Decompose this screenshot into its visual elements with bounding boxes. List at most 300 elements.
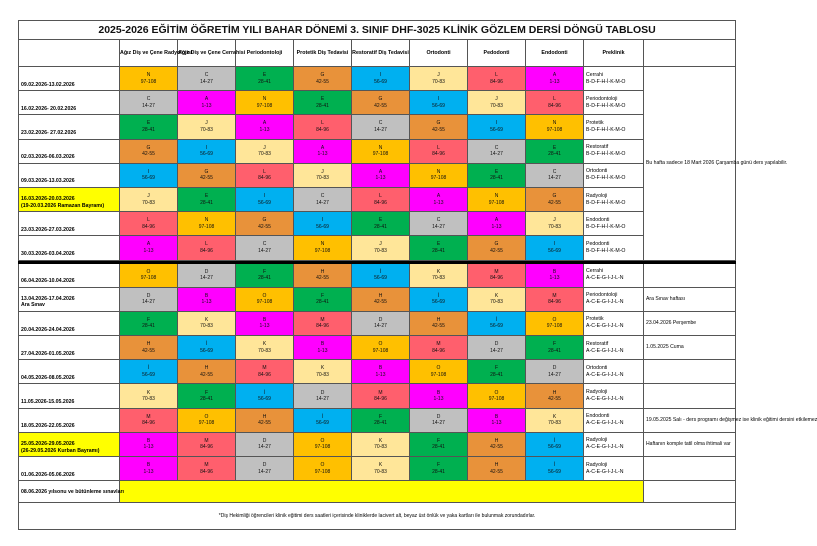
group-letter: A (436, 193, 441, 200)
preclinic-cell (584, 336, 644, 360)
student-range: 28-41 (490, 371, 503, 378)
group-cell (468, 263, 526, 287)
group-letter: O (320, 462, 325, 469)
student-range: 42-55 (142, 347, 155, 354)
group-cell (526, 311, 584, 335)
preclinic-cell (584, 67, 644, 91)
group-letter: I (437, 96, 440, 103)
group-cell (468, 115, 526, 139)
student-range: 97-108 (314, 247, 331, 254)
group-cell (526, 287, 584, 311)
student-range: 70-83 (258, 151, 271, 158)
group-letter: L (379, 193, 382, 200)
group-cell (236, 336, 294, 360)
student-range: 1-13 (143, 247, 154, 254)
group-cell (178, 432, 236, 456)
column-header: Ağız Diş ve Çene Radyolojisi (120, 40, 178, 67)
group-letter: J (147, 193, 150, 200)
group-letter: F (494, 365, 499, 372)
student-range: 42-55 (490, 247, 503, 254)
group-letter: L (263, 168, 266, 175)
student-range: 97-108 (140, 275, 157, 282)
column-header (644, 40, 736, 67)
student-range: 56-69 (374, 78, 387, 85)
student-range: 97-108 (372, 151, 389, 158)
student-range: 84-96 (548, 102, 561, 109)
group-letter: K (378, 437, 383, 444)
student-range: 70-83 (374, 444, 387, 451)
group-letter: I (205, 144, 208, 151)
student-range: 70-83 (316, 175, 329, 182)
column-header: Ağız Diş ve Çene Cerrahisi (178, 40, 236, 67)
group-cell (120, 115, 178, 139)
group-letter: O (436, 365, 441, 372)
group-cell (120, 336, 178, 360)
student-range: 14-27 (200, 78, 213, 85)
group-letter: L (437, 144, 440, 151)
student-range: 42-55 (200, 175, 213, 182)
group-letter: A (494, 217, 499, 224)
student-range: 1-13 (143, 444, 154, 451)
student-range: 84-96 (200, 468, 213, 475)
group-cell (178, 212, 236, 236)
group-cell (294, 360, 352, 384)
group-cell (120, 432, 178, 456)
group-letter: L (205, 241, 208, 248)
student-range: 28-41 (316, 299, 329, 306)
student-range: 14-27 (548, 175, 561, 182)
preclinic-groups: A-C-E-G-I-J-L-N (586, 396, 624, 403)
group-cell (352, 457, 410, 481)
preclinic-cell (584, 457, 644, 481)
group-cell (352, 163, 410, 187)
student-range: 84-96 (490, 78, 503, 85)
group-cell (120, 67, 178, 91)
week-cell: 30.03.2026-03.04.2026 (19, 236, 120, 260)
week-note: 19.05.2025 Salı - ders programı değişmez ise klinik eğitimi dersini etkilemez (644, 408, 736, 432)
student-range: 1-13 (259, 126, 270, 133)
group-letter: İ (553, 462, 556, 469)
group-letter: D (204, 268, 209, 275)
group-cell (468, 311, 526, 335)
group-letter: J (495, 96, 498, 103)
table-row (19, 457, 736, 481)
group-cell (526, 163, 584, 187)
group-letter: E (146, 120, 151, 127)
student-range: 14-27 (374, 126, 387, 133)
student-range: 70-83 (142, 396, 155, 403)
group-letter: I (495, 120, 498, 127)
group-cell (410, 384, 468, 408)
table-row (19, 139, 736, 163)
group-letter: İ (205, 341, 208, 348)
group-letter: B (204, 292, 209, 299)
student-range: 70-83 (374, 468, 387, 475)
group-letter: N (378, 144, 383, 151)
student-range: 84-96 (374, 396, 387, 403)
group-cell (236, 67, 294, 91)
group-letter: G (378, 96, 383, 103)
group-letter: M (436, 341, 441, 348)
column-header: Ortodonti (410, 40, 468, 67)
group-letter: B (146, 462, 151, 469)
group-cell (526, 67, 584, 91)
week-cell: 23.03.2026-27.03.2026 (19, 212, 120, 236)
student-range: 14-27 (142, 102, 155, 109)
preclinic-cell (584, 236, 644, 260)
week-cell: 18.05.2026-22.05.2026 (19, 408, 120, 432)
group-cell (526, 139, 584, 163)
group-cell (120, 384, 178, 408)
table-row (19, 236, 736, 260)
preclinic-department: Endodonti (586, 413, 610, 420)
student-range: 28-41 (142, 126, 155, 133)
exam-row (19, 481, 736, 503)
student-range: 14-27 (490, 151, 503, 158)
group-cell (120, 236, 178, 260)
group-letter: O (262, 292, 267, 299)
group-letter: C (552, 168, 557, 175)
preclinic-groups: A-C-E-G-I-J-L-N (586, 323, 624, 330)
group-cell (352, 115, 410, 139)
group-cell (410, 263, 468, 287)
group-cell (120, 457, 178, 481)
group-cell (468, 236, 526, 260)
preclinic-groups: A-C-E-G-I-J-L-N (586, 420, 624, 427)
student-range: 56-69 (490, 323, 503, 330)
week-cell: 09.03.2026-13.03.2026 (19, 163, 120, 187)
preclinic-department: Endodonti (586, 216, 610, 223)
student-range: 70-83 (200, 323, 213, 330)
preclinic-cell (584, 163, 644, 187)
group-letter: İ (553, 437, 556, 444)
group-cell (294, 432, 352, 456)
group-letter: H (436, 316, 441, 323)
student-range: 1-13 (549, 275, 560, 282)
group-letter: K (552, 413, 557, 420)
group-letter: O (378, 341, 383, 348)
group-cell (236, 115, 294, 139)
group-letter: F (436, 462, 441, 469)
student-range: 14-27 (142, 299, 155, 306)
week-cell: 27.04.2026-01.05.2026 (19, 336, 120, 360)
group-letter: B (320, 341, 325, 348)
group-cell (410, 287, 468, 311)
group-cell (352, 432, 410, 456)
preclinic-cell (584, 311, 644, 335)
group-cell (410, 360, 468, 384)
group-cell (294, 187, 352, 211)
group-letter: C (146, 96, 151, 103)
student-range: 1-13 (259, 323, 270, 330)
group-cell (526, 336, 584, 360)
group-letter: C (378, 120, 383, 127)
student-range: 97-108 (314, 468, 331, 475)
group-cell (236, 287, 294, 311)
preclinic-groups: B-D-F-H-İ-K-M-O (586, 102, 626, 109)
group-letter: O (494, 389, 499, 396)
table-row (19, 163, 736, 187)
preclinic-cell (584, 263, 644, 287)
student-range: 42-55 (490, 444, 503, 451)
student-range: 28-41 (548, 347, 561, 354)
student-range: 14-27 (316, 396, 329, 403)
student-range: 56-69 (548, 468, 561, 475)
group-cell (526, 212, 584, 236)
preclinic-cell (584, 287, 644, 311)
group-letter: G (146, 144, 151, 151)
student-range: 70-83 (490, 299, 503, 306)
student-range: 56-69 (432, 102, 445, 109)
group-cell (410, 336, 468, 360)
group-letter: N (436, 168, 441, 175)
group-letter: M (146, 413, 151, 420)
student-range: 56-69 (200, 151, 213, 158)
preclinic-groups: B-D-F-H-İ-K-M-O (586, 175, 626, 182)
preclinic-cell (584, 360, 644, 384)
student-range: 28-41 (490, 175, 503, 182)
group-letter: L (147, 217, 150, 224)
group-cell (236, 311, 294, 335)
preclinic-cell (584, 432, 644, 456)
student-range: 1-13 (433, 199, 444, 206)
preclinic-department: Radyoloji (586, 461, 608, 468)
student-range: 14-27 (258, 444, 271, 451)
student-range: 28-41 (432, 247, 445, 254)
group-cell (178, 336, 236, 360)
student-range: 84-96 (258, 371, 271, 378)
group-cell (294, 212, 352, 236)
student-range: 1-13 (375, 371, 386, 378)
group-cell (178, 457, 236, 481)
group-cell (236, 457, 294, 481)
student-range: 56-69 (374, 275, 387, 282)
group-cell (468, 67, 526, 91)
student-range: 14-27 (490, 347, 503, 354)
group-letter: B (378, 365, 383, 372)
exam-week-label: 08.06.2026 yılsonu ve bütünleme sınavları (19, 481, 120, 503)
group-cell (352, 67, 410, 91)
group-letter: A (320, 144, 325, 151)
week-cell: 09.02.2026-13.02.2026 (19, 67, 120, 91)
student-range: 1-13 (433, 396, 444, 403)
preclinic-department: Protetik (586, 119, 604, 126)
group-cell (468, 91, 526, 115)
week-note (644, 457, 736, 481)
group-letter: E (436, 241, 441, 248)
group-cell (178, 236, 236, 260)
group-cell (120, 287, 178, 311)
group-letter: M (204, 437, 209, 444)
group-letter: A (378, 168, 383, 175)
student-range: 97-108 (256, 299, 273, 306)
group-cell (294, 287, 352, 311)
group-letter: E (552, 144, 557, 151)
group-letter: E (494, 168, 499, 175)
group-cell (178, 91, 236, 115)
preclinic-department: Restoratif (586, 340, 609, 347)
group-cell (236, 212, 294, 236)
rotation-table (18, 20, 817, 530)
group-letter: B (262, 316, 267, 323)
group-letter: İ (147, 365, 150, 372)
student-range: 42-55 (432, 323, 445, 330)
group-letter: N (552, 120, 557, 127)
preclinic-department: Radyoloji (586, 389, 608, 396)
group-letter: K (204, 316, 209, 323)
table-row (19, 384, 736, 408)
student-range: 28-41 (200, 396, 213, 403)
student-range: 42-55 (548, 199, 561, 206)
preclinic-department: Cerrahi (586, 71, 604, 78)
group-cell (526, 457, 584, 481)
group-cell (236, 187, 294, 211)
group-letter: J (379, 241, 382, 248)
preclinic-department: Pedodonti (586, 240, 610, 247)
group-cell (120, 187, 178, 211)
group-cell (352, 139, 410, 163)
student-range: 97-108 (314, 444, 331, 451)
column-header (19, 40, 120, 67)
student-range: 84-96 (200, 444, 213, 451)
student-range: 14-27 (374, 323, 387, 330)
group-cell (294, 457, 352, 481)
group-letter: K (146, 389, 151, 396)
student-range: 28-41 (258, 78, 271, 85)
group-letter: B (494, 413, 499, 420)
student-range: 28-41 (258, 275, 271, 282)
group-letter: B (552, 268, 557, 275)
group-cell (178, 163, 236, 187)
student-range: 42-55 (490, 468, 503, 475)
group-cell (352, 287, 410, 311)
group-letter: İ (495, 316, 498, 323)
group-letter: J (437, 72, 440, 79)
student-range: 84-96 (258, 175, 271, 182)
block-note: Bu hafta sadece 18 Mart 2026 Çarşamba günü ders yapılabilir. (644, 67, 736, 261)
student-range: 84-96 (316, 126, 329, 133)
group-letter: H (320, 268, 325, 275)
student-range: 42-55 (316, 78, 329, 85)
group-cell (410, 187, 468, 211)
group-letter: İ (321, 413, 324, 420)
group-cell (468, 384, 526, 408)
week-cell: 20.04.2026-24.04.2026 (19, 311, 120, 335)
group-cell (178, 187, 236, 211)
group-cell (294, 263, 352, 287)
preclinic-department: Protetik (586, 316, 604, 323)
preclinic-cell (584, 384, 644, 408)
group-letter: M (552, 292, 557, 299)
group-letter: E (378, 217, 383, 224)
group-cell (120, 163, 178, 187)
group-cell (352, 236, 410, 260)
group-cell (410, 67, 468, 91)
student-range: 84-96 (142, 223, 155, 230)
student-range: 1-13 (549, 78, 560, 85)
group-letter: N (204, 217, 209, 224)
group-cell (178, 263, 236, 287)
group-letter: J (263, 144, 266, 151)
student-range: 97-108 (198, 223, 215, 230)
group-letter: I (553, 241, 556, 248)
group-cell (468, 336, 526, 360)
group-letter: N (146, 72, 151, 79)
group-letter: H (204, 365, 209, 372)
group-cell (120, 212, 178, 236)
group-cell (352, 336, 410, 360)
student-range: 56-69 (258, 396, 271, 403)
student-range: 56-69 (316, 223, 329, 230)
group-letter: F (378, 413, 383, 420)
student-range: 14-27 (258, 247, 271, 254)
group-cell (236, 263, 294, 287)
group-letter: F (146, 316, 151, 323)
week-note: Haftanın komple tatil olma ihtimali var (644, 432, 736, 456)
group-cell (352, 360, 410, 384)
group-cell (178, 311, 236, 335)
student-range: 1-13 (201, 299, 212, 306)
student-range: 84-96 (432, 151, 445, 158)
week-cell: 25.05.2026-29.05.2026 (26-29.05.2026 Kurban Bayramı) (19, 432, 120, 456)
student-range: 84-96 (200, 247, 213, 254)
week-cell: 06.04.2026-10.04.2026 (19, 263, 120, 287)
table-row (19, 287, 736, 311)
week-cell: 01.06.2026-05.06.2026 (19, 457, 120, 481)
group-letter: O (552, 316, 557, 323)
group-cell (178, 139, 236, 163)
group-cell (468, 163, 526, 187)
preclinic-cell (584, 91, 644, 115)
group-letter: L (321, 120, 324, 127)
student-range: 42-55 (200, 371, 213, 378)
preclinic-department: Restoratif (586, 144, 609, 151)
student-range: 28-41 (374, 223, 387, 230)
group-letter: K (436, 268, 441, 275)
group-cell (236, 139, 294, 163)
student-range: 84-96 (142, 420, 155, 427)
student-range: 1-13 (491, 223, 502, 230)
student-range: 56-69 (200, 347, 213, 354)
preclinic-cell (584, 212, 644, 236)
group-cell (526, 91, 584, 115)
group-letter: İ (437, 292, 440, 299)
group-cell (178, 408, 236, 432)
table-row (19, 212, 736, 236)
group-cell (526, 432, 584, 456)
exam-note (644, 481, 736, 503)
group-letter: M (262, 365, 267, 372)
week-note (644, 263, 736, 287)
group-letter: L (495, 72, 498, 79)
group-cell (294, 163, 352, 187)
student-range: 97-108 (140, 78, 157, 85)
student-range: 56-69 (432, 299, 445, 306)
group-letter: M (494, 268, 499, 275)
preclinic-groups: B-D-F-H-İ-K-M-O (586, 126, 626, 133)
student-range: 70-83 (200, 126, 213, 133)
preclinic-department: Ortodonti (586, 364, 608, 371)
group-cell (468, 139, 526, 163)
student-range: 56-69 (548, 247, 561, 254)
table-row (19, 408, 736, 432)
group-cell (468, 360, 526, 384)
student-range: 70-83 (316, 371, 329, 378)
group-cell (352, 384, 410, 408)
student-range: 42-55 (142, 151, 155, 158)
preclinic-department: Periodontoloji (586, 292, 618, 299)
week-cell: 23.02.2026- 27.02.2026 (19, 115, 120, 139)
